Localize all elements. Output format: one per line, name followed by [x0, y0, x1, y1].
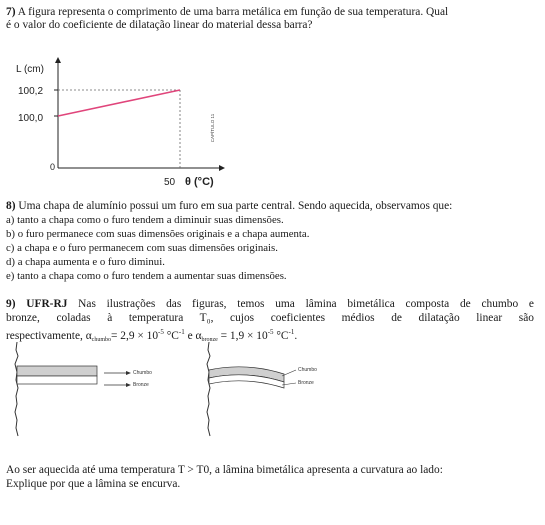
q9-line2: bronze, coladas à temperatura T₀, cujos coeficientes médios de dilatação linear são — [6, 312, 534, 324]
q8-option-a: a) tanto a chapa como o furo tendem a diminuir suas dimensões. — [6, 214, 284, 226]
q9-after-line2: Explique por que a lâmina se encurva. — [6, 478, 181, 490]
y-axis-label: L (cm) — [16, 64, 44, 75]
fig1-label-chumbo: Chumbo — [133, 370, 152, 376]
q7-line1 — [6, 6, 448, 19]
fig2-label-chumbo: Chumbo — [298, 367, 317, 373]
q9-after-line1: Ao ser aquecida até uma temperatura T > T0, a lâmina bimetálica apresenta a curvatura ao lado: — [6, 464, 443, 476]
fig1-label-bronze: Bronze — [133, 382, 149, 388]
bronze-layer — [17, 376, 97, 384]
q8-option-e: e) tanto a chapa como o furo tendem a aumentar suas dimensões. — [6, 270, 287, 282]
q8-stem — [6, 200, 452, 213]
q9-line3: respectivamente, $\alpha_{chumbo}= 2,9 \times 10^{-5}$ $^\circ C^{-1}$ e $\alpha_{bronze} = 1,9 \times 10^{-5}$ $^\circ C^{-1}$. — [6, 328, 298, 343]
q7-text: A figura representa o comprimento de uma barra metálica em função de sua temperatura. Qual — [17, 6, 449, 18]
data-line — [58, 90, 180, 116]
q9-line1 — [6, 298, 534, 311]
x-axis-label: θ (°C) — [185, 176, 214, 188]
q8-text: Uma chapa de alumínio possui um furo em sua parte central. Sendo aquecida, observamos que: — [18, 200, 453, 212]
bimetal-strip-curved — [200, 340, 340, 438]
bimetal-strip-straight — [8, 340, 158, 438]
q8-option-c: c) a chapa e o furo permanecem com suas dimensões originais. — [6, 242, 278, 254]
q8-option-d: d) a chapa aumenta e o furo diminui. — [6, 256, 165, 268]
q7-number: 7) — [6, 6, 16, 18]
y-tick-0: 0 — [50, 162, 56, 172]
fig2-label-bronze: Bronze — [298, 380, 314, 386]
q9-text-1: Nas ilustrações das figuras, temos uma lâmina bimetálica composta de chumbo e — [78, 298, 534, 310]
length-temperature-graph — [4, 50, 229, 190]
q8-option-b: b) o furo permanece com suas dimensões originais e a chapa aumenta. — [6, 228, 310, 240]
q7-line2: é o valor do coeficiente de dilatação linear do material dessa barra? — [6, 19, 313, 31]
lead-layer — [17, 366, 97, 376]
q8-number: 8) — [6, 200, 16, 212]
q9-number: 9) — [6, 298, 16, 310]
y-tick-100-0: 100,0 — [18, 113, 44, 124]
q9-source: UFR-RJ — [26, 298, 68, 310]
y-tick-100-2: 100,2 — [18, 86, 44, 97]
chapter-side-label: CAPÍTULO 11 — [210, 113, 215, 143]
x-tick-50: 50 — [164, 177, 176, 188]
